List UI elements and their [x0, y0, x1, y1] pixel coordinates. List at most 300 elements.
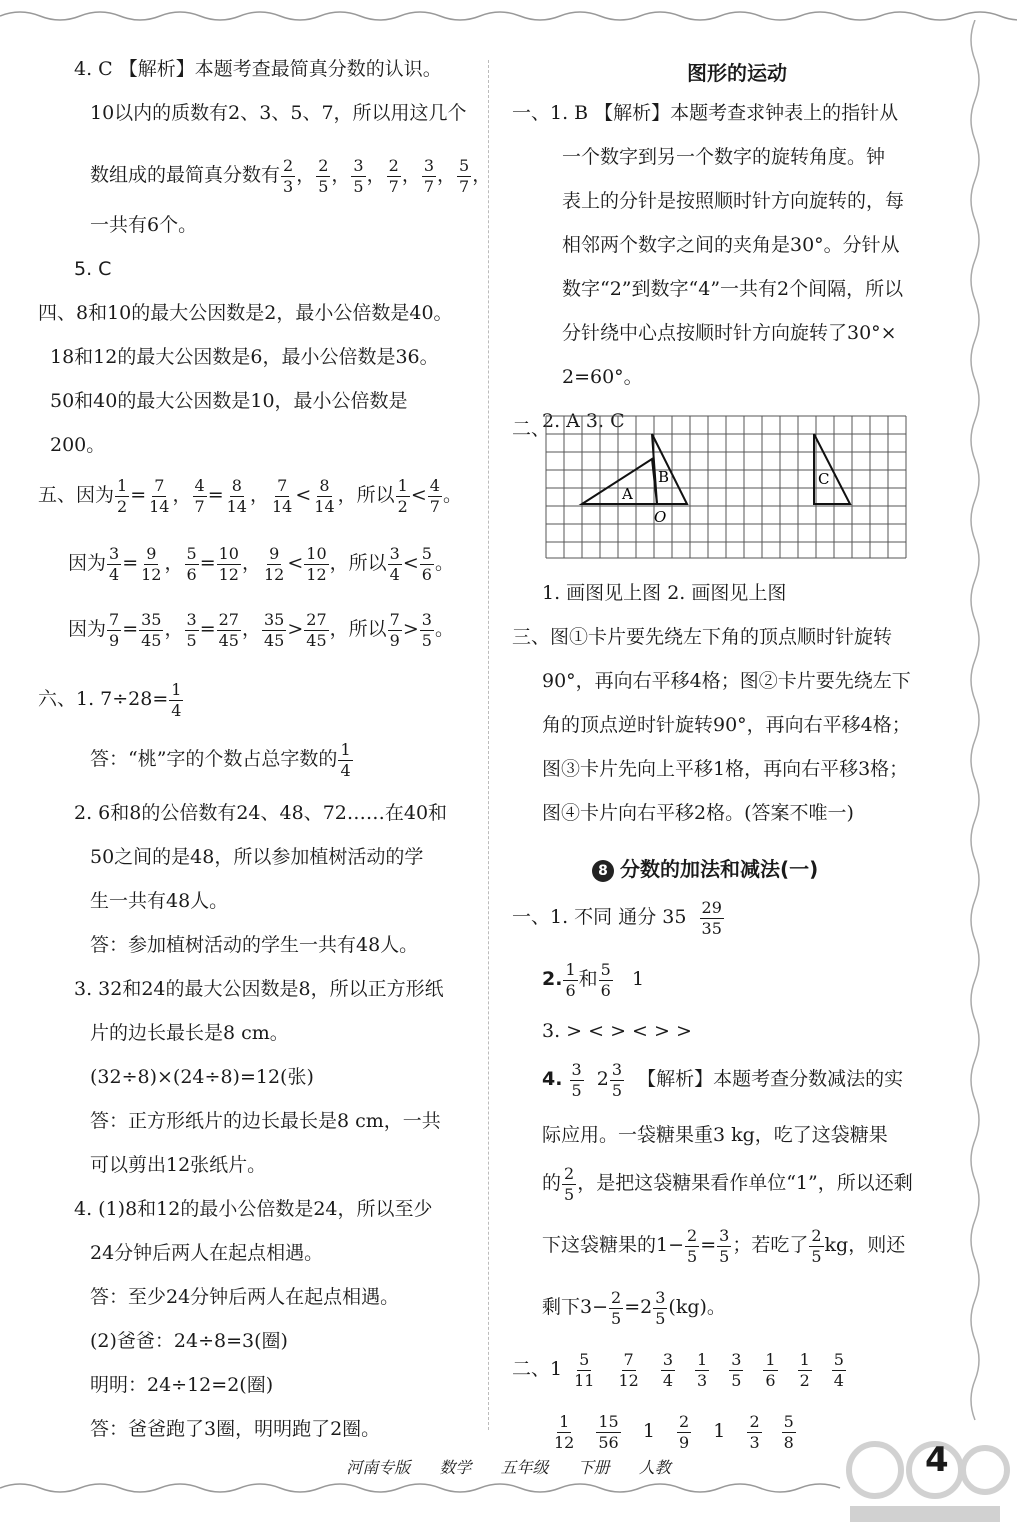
- answer-4-line4: 一共有6个。: [90, 214, 198, 236]
- numerator: 2: [611, 1287, 622, 1307]
- denominator: 6: [186, 564, 197, 584]
- fraction: [185, 610, 199, 651]
- denominator: 3: [749, 1432, 760, 1452]
- text: ，: [296, 164, 316, 186]
- q7-pre: 下这袋糖果的1−: [542, 1234, 685, 1256]
- text: 因为: [68, 552, 107, 574]
- fraction: [262, 544, 286, 585]
- numerator: 3: [186, 609, 197, 629]
- text: 。: [434, 618, 454, 640]
- numerator: 7: [109, 609, 120, 629]
- numerator: 3: [731, 1349, 742, 1369]
- denominator: 12: [218, 564, 239, 584]
- fraction: [616, 1350, 640, 1391]
- numerator: 3: [353, 155, 364, 175]
- frac-q4: [542, 1054, 903, 1104]
- section-6-q1: [38, 674, 184, 724]
- column-divider: [488, 60, 489, 1430]
- answer-4-line2: 10以内的质数有2、3、5、7，所以用这几个: [90, 102, 467, 124]
- fraction: [262, 610, 286, 651]
- fraction: [115, 476, 129, 517]
- fraction: [695, 1350, 709, 1391]
- numerator: 5: [783, 1411, 794, 1431]
- and-text: 和: [578, 968, 598, 990]
- frac-q4-l5: [542, 1282, 726, 1332]
- denominator: 14: [314, 496, 335, 516]
- denominator: 5: [731, 1370, 742, 1390]
- fraction: [570, 1060, 584, 1101]
- r-line4: 相邻两个数字之间的夹角是30°。分针从: [562, 234, 900, 256]
- fraction: [225, 476, 249, 517]
- denominator: 5: [655, 1308, 666, 1328]
- numerator: 5: [186, 543, 197, 563]
- label-A: A: [622, 485, 633, 503]
- r-line7: 2=60°。: [562, 366, 643, 388]
- numerator: 1: [171, 679, 182, 699]
- numerator: 5: [579, 1349, 590, 1369]
- text: ，: [164, 618, 184, 640]
- section-5-line3: [68, 604, 454, 654]
- numerator: 5: [600, 959, 611, 979]
- numerator: 1: [565, 959, 576, 979]
- denominator: 56: [598, 1432, 619, 1452]
- denominator: 35: [701, 918, 722, 938]
- frac-q4-l2: 际应用。一袋糖果重3 kg，吃了这袋糖果: [542, 1124, 888, 1146]
- numerator: 5: [421, 543, 432, 563]
- footer-grade: 五年级: [500, 1458, 549, 1477]
- exercise-row2: [542, 1406, 806, 1456]
- numerator: 1: [559, 1411, 570, 1431]
- text: ，所以: [329, 552, 387, 574]
- section-6-q2-answer: 答：参加植树活动的学生一共有48人。: [90, 934, 419, 956]
- q6-pre: 的: [542, 1172, 562, 1194]
- text: ，: [249, 484, 269, 506]
- text: 五、因为: [38, 484, 115, 506]
- fraction: [169, 680, 183, 721]
- fraction: [281, 156, 295, 197]
- r-line15: 图④卡片向右平移2格。(答案不唯一): [542, 802, 854, 824]
- r-line5: 数字“2”到数字“4”一共有2个间隔，所以: [562, 278, 904, 300]
- section-6-q4-l2: 24分钟后两人在起点相遇。: [90, 1242, 324, 1264]
- label-C: C: [818, 470, 830, 488]
- numerator: 1: [397, 475, 408, 495]
- fraction-row: [562, 1349, 856, 1390]
- denominator: 4: [833, 1370, 844, 1390]
- numerator: 27: [218, 609, 239, 629]
- section-4-line2: 18和12的最大公因数是6，最小公倍数是36。: [50, 346, 439, 368]
- fraction: [428, 476, 442, 517]
- denominator: 11: [574, 1370, 595, 1390]
- numerator: 9: [269, 543, 280, 563]
- fraction: [217, 544, 241, 585]
- top-wavy-border: [0, 8, 1017, 24]
- numerator: 3: [655, 1287, 666, 1307]
- denominator: 5: [687, 1246, 698, 1266]
- numerator: 2: [564, 1163, 575, 1183]
- numerator: 35: [141, 609, 162, 629]
- denominator: 9: [109, 630, 120, 650]
- denominator: 12: [263, 564, 285, 584]
- text: =: [122, 552, 139, 574]
- fraction: [304, 544, 328, 585]
- r-line1: 一、1. B 【解析】本题考查求钟表上的指针从: [512, 102, 899, 124]
- answer-4-line3: [90, 150, 491, 200]
- r-line8: 2. A 3. C: [542, 410, 625, 432]
- fraction: [193, 476, 207, 517]
- numerator: 7: [389, 609, 400, 629]
- fraction: [351, 156, 365, 197]
- section-6-q3-l3: (32÷8)×(24÷8)=12(张): [90, 1066, 314, 1088]
- text: =: [199, 552, 216, 574]
- denominator: 45: [218, 630, 239, 650]
- fraction: [316, 156, 330, 197]
- numerator: 7: [277, 475, 288, 495]
- fraction: [139, 610, 163, 651]
- text: <: [410, 484, 427, 506]
- footer-subject: 数学: [439, 1458, 472, 1477]
- denominator: 12: [306, 564, 327, 584]
- section-5-line2: [68, 538, 454, 588]
- denominator: 2: [799, 1370, 810, 1390]
- fraction: [798, 1350, 812, 1391]
- fraction: [809, 1226, 823, 1267]
- numerator: 3: [421, 609, 432, 629]
- one: 1: [642, 1420, 655, 1442]
- r-line14: 图③卡片先向上平移1格，再向右平移3格；: [542, 758, 909, 780]
- text: >: [287, 618, 304, 640]
- fraction: [388, 610, 402, 651]
- numerator: 2: [811, 1225, 822, 1245]
- numerator: 8: [319, 475, 330, 495]
- fraction: [217, 610, 241, 651]
- section-4-line1: 四、8和10的最大公因数是2，最小公倍数是40。: [38, 302, 453, 324]
- section-title-fractions: [592, 854, 818, 884]
- denominator: 4: [109, 564, 120, 584]
- fraction: [422, 156, 436, 197]
- denominator: 6: [421, 564, 432, 584]
- section-6-q2-l1: 2. 6和8的公倍数有24、48、72……在40和: [74, 802, 448, 824]
- section-6-q4-l3: (2)爸爸：24÷8=3(圈): [90, 1330, 288, 1352]
- numerator: 5: [459, 155, 470, 175]
- footer-volume: 下册: [577, 1458, 610, 1477]
- triangle-C: [814, 434, 850, 504]
- numerator: 3: [389, 543, 400, 563]
- fraction-row: [667, 1411, 701, 1452]
- numerator: 1: [799, 1349, 810, 1369]
- fraction: [388, 544, 402, 585]
- text: <: [287, 552, 304, 574]
- denominator: 4: [171, 700, 182, 720]
- q7-mid: ；若吃了: [732, 1234, 809, 1256]
- q4-text: 【解析】本题考查分数减法的实: [637, 1068, 904, 1090]
- answer-4: 4. C 【解析】本题考查最简真分数的认识。: [74, 58, 442, 80]
- text: ，: [472, 164, 492, 186]
- fraction: [653, 1288, 667, 1329]
- denominator: 45: [306, 630, 327, 650]
- fraction: [185, 544, 199, 585]
- fraction: [312, 476, 336, 517]
- denominator: 5: [421, 630, 432, 650]
- mixed-whole: 2: [596, 1068, 609, 1090]
- section-6-q2-l2: 50之间的是48，所以参加植树活动的学: [90, 846, 424, 868]
- r-line12: 90°，再向右平移4格；图②卡片要先绕左下: [542, 670, 911, 692]
- numerator: 3: [109, 543, 120, 563]
- denominator: 3: [697, 1370, 708, 1390]
- denominator: 7: [429, 496, 440, 516]
- text: ，: [241, 552, 261, 574]
- numerator: 3: [611, 1059, 623, 1079]
- denominator: 3: [283, 176, 294, 196]
- fraction: [139, 544, 163, 585]
- numerator: 1: [117, 475, 128, 495]
- section-4-line3: 50和40的最大公因数是10，最小公倍数是: [50, 390, 408, 412]
- denominator: 4: [662, 1370, 673, 1390]
- frac-q1: [512, 892, 725, 942]
- q8-pre: 剩下3−: [542, 1296, 609, 1318]
- text: >: [402, 618, 419, 640]
- numerator: 2: [749, 1411, 760, 1431]
- q2-num: 2.: [542, 968, 563, 990]
- denominator: 2: [397, 496, 408, 516]
- fraction: [563, 960, 577, 1001]
- denominator: 5: [811, 1246, 822, 1266]
- fraction: [270, 476, 294, 517]
- fraction: [338, 740, 352, 781]
- denominator: 5: [186, 630, 197, 650]
- numerator: 2: [283, 155, 294, 175]
- numerator: 3: [719, 1225, 730, 1245]
- r-line6: 分针绕中心点按顺时针方向旋转了30°×: [562, 322, 897, 344]
- denominator: 9: [679, 1432, 690, 1452]
- triangle-A: [582, 459, 657, 504]
- numerator: 3: [662, 1349, 673, 1369]
- denominator: 5: [719, 1246, 730, 1266]
- q1-text: 一、1. 不同 通分 35: [512, 906, 687, 928]
- denominator: 9: [389, 630, 400, 650]
- exercise-row1: [512, 1344, 856, 1394]
- frac-q4-l3: [542, 1158, 913, 1208]
- label-O: O: [654, 508, 667, 526]
- a1-text: 答：“桃”字的个数占总字数的: [90, 748, 338, 770]
- section-6-q2-l3: 生一共有48人。: [90, 890, 229, 912]
- text: 。: [442, 484, 462, 506]
- denominator: 12: [554, 1432, 575, 1452]
- r-line10: 1. 画图见上图 2. 画图见上图: [542, 582, 787, 604]
- text: ，: [366, 164, 386, 186]
- label-B: B: [658, 468, 670, 486]
- fraction: [763, 1350, 777, 1391]
- watermark-logo-icon: [840, 1430, 1010, 1530]
- fraction: [552, 1412, 576, 1453]
- denominator: 12: [618, 1370, 639, 1390]
- fraction: [832, 1350, 846, 1391]
- section-4-line4: 200。: [50, 434, 106, 456]
- numerator: 1: [697, 1349, 708, 1369]
- numerator: 2: [687, 1225, 698, 1245]
- section-6-q3-answer2: 可以剪出12张纸片。: [90, 1154, 267, 1176]
- numerator: 2: [388, 155, 399, 175]
- fraction-row: [542, 1411, 631, 1452]
- answer-5: 5. C: [74, 258, 112, 280]
- section-6-q3-answer: 答：正方形纸片的边长最长是8 cm，一共: [90, 1110, 441, 1132]
- numerator: 15: [598, 1411, 619, 1431]
- fraction: [304, 610, 328, 651]
- text: ，: [164, 552, 184, 574]
- fraction: [685, 1226, 699, 1267]
- section-6-a1: [90, 734, 354, 784]
- ex-pre: 二、1: [512, 1358, 563, 1380]
- q7-end: kg，则还: [824, 1234, 906, 1256]
- grid-figure: [542, 414, 914, 560]
- denominator: 14: [271, 496, 293, 516]
- r-line2: 一个数字到另一个数字的旋转角度。钟: [562, 146, 886, 168]
- section-6-q4-l4: 明明：24÷12=2(圈): [90, 1374, 274, 1396]
- section-6-q4-answer2: 答：爸爸跑了3圈，明明跑了2圈。: [90, 1418, 381, 1440]
- section-5-line1: [38, 470, 462, 520]
- numerator: 27: [306, 609, 327, 629]
- fraction: [782, 1412, 796, 1453]
- equals: =2: [624, 1296, 653, 1318]
- section-title-transform: 图形的运动: [687, 61, 787, 85]
- denominator: 45: [263, 630, 285, 650]
- denominator: 4: [340, 760, 351, 780]
- text: =: [207, 484, 224, 506]
- text: ，: [241, 618, 261, 640]
- r-line3: 表上的分针是按照顺时针方向旋转的，每: [562, 190, 905, 212]
- numerator: 10: [306, 543, 327, 563]
- frac-q4-l4: [542, 1220, 905, 1270]
- r-line9: 二、: [512, 418, 551, 440]
- q4-num: 4.: [542, 1068, 563, 1090]
- numerator: 7: [623, 1349, 634, 1369]
- denominator: 5: [571, 1080, 582, 1100]
- r-line13: 角的顶点逆时针旋转90°，再向右平移4格；: [542, 714, 911, 736]
- numerator: 4: [194, 475, 205, 495]
- fraction: [572, 1350, 596, 1391]
- fraction: [107, 544, 121, 585]
- text: ，所以: [337, 484, 395, 506]
- numerator: 3: [571, 1059, 582, 1079]
- fraction: [700, 898, 724, 939]
- numerator: 4: [429, 475, 440, 495]
- denominator: 5: [564, 1184, 575, 1204]
- denominator: 8: [783, 1432, 794, 1452]
- section-6-q4-l1: 4. (1)8和12的最小公倍数是24，所以至少: [74, 1198, 433, 1220]
- q1-text: 六、1. 7÷28=: [38, 688, 169, 710]
- fraction: [457, 156, 471, 197]
- section-6-q3-l1: 3. 32和24的最大公因数是8，所以正方形纸: [74, 978, 444, 1000]
- fraction: [387, 156, 401, 197]
- denominator: 12: [141, 564, 162, 584]
- footer-edition: 河南专版: [346, 1458, 411, 1477]
- denominator: 7: [459, 176, 470, 196]
- denominator: 14: [226, 496, 247, 516]
- equals: =: [700, 1234, 717, 1256]
- numerator: 9: [146, 543, 157, 563]
- numerator: 10: [218, 543, 239, 563]
- section-badge: 8: [592, 860, 614, 882]
- fraction-row: [737, 1411, 805, 1452]
- text: =: [122, 618, 139, 640]
- r-line11: 三、图①卡片要先绕左下角的顶点顺时针旋转: [512, 626, 893, 648]
- text: <: [295, 484, 312, 506]
- text: ，所以: [329, 618, 387, 640]
- text: <: [402, 552, 419, 574]
- fraction: [562, 1164, 576, 1205]
- one: 1: [713, 1420, 726, 1442]
- fraction: [107, 610, 121, 651]
- text: ，: [172, 484, 192, 506]
- numerator: 2: [679, 1411, 690, 1431]
- fraction: [661, 1350, 675, 1391]
- q8-end: (kg)。: [668, 1296, 726, 1318]
- section-6-q4-answer: 答：至少24分钟后两人在起点相遇。: [90, 1286, 400, 1308]
- fraction: [396, 476, 410, 517]
- denominator: 5: [611, 1308, 622, 1328]
- text: ，: [331, 164, 351, 186]
- fraction-list: [280, 155, 492, 196]
- denominator: 5: [318, 176, 329, 196]
- answer-4-text: 数组成的最简真分数有: [90, 164, 281, 186]
- numerator: 1: [765, 1349, 776, 1369]
- numerator: 1: [340, 739, 351, 759]
- denominator: 5: [611, 1080, 623, 1100]
- fraction: [147, 476, 171, 517]
- numerator: 29: [701, 897, 722, 917]
- text: 。: [434, 552, 454, 574]
- denominator: 6: [600, 980, 611, 1000]
- frac-q2: [542, 954, 644, 1004]
- numerator: 2: [318, 155, 329, 175]
- fraction: [609, 1288, 623, 1329]
- denominator: 14: [149, 496, 170, 516]
- fraction: [610, 1060, 624, 1101]
- footer-publisher: 人教: [638, 1458, 671, 1477]
- fraction: [729, 1350, 743, 1391]
- denominator: 7: [423, 176, 435, 196]
- fraction: [420, 544, 434, 585]
- right-wavy-border: [965, 20, 985, 1440]
- q6-text: ，是把这袋糖果看作单位“1”，所以还剩: [577, 1172, 913, 1194]
- denominator: 7: [194, 496, 205, 516]
- denominator: 45: [141, 630, 162, 650]
- numerator: 8: [231, 475, 242, 495]
- denominator: 5: [353, 176, 364, 196]
- q2-end: 1: [631, 968, 645, 990]
- text: =: [199, 618, 216, 640]
- text: ，: [437, 164, 457, 186]
- fraction: [420, 610, 434, 651]
- fraction: [747, 1412, 761, 1453]
- numerator: 7: [154, 475, 165, 495]
- denominator: 6: [565, 980, 576, 1000]
- frac-q3: 3. > < > < > >: [542, 1020, 692, 1042]
- section-6-q3-l2: 片的边长最长是8 cm。: [90, 1022, 289, 1044]
- fraction: [599, 960, 613, 1001]
- page-number: 4: [925, 1440, 949, 1480]
- fraction: [677, 1412, 691, 1453]
- text: 因为: [68, 618, 107, 640]
- numerator: 3: [423, 155, 435, 175]
- text: ，: [401, 164, 421, 186]
- denominator: 6: [765, 1370, 776, 1390]
- denominator: 2: [117, 496, 128, 516]
- denominator: 7: [388, 176, 399, 196]
- denominator: 4: [389, 564, 400, 584]
- title-text: 分数的加法和减法(一): [620, 857, 819, 881]
- numerator: 35: [263, 609, 285, 629]
- text: =: [130, 484, 147, 506]
